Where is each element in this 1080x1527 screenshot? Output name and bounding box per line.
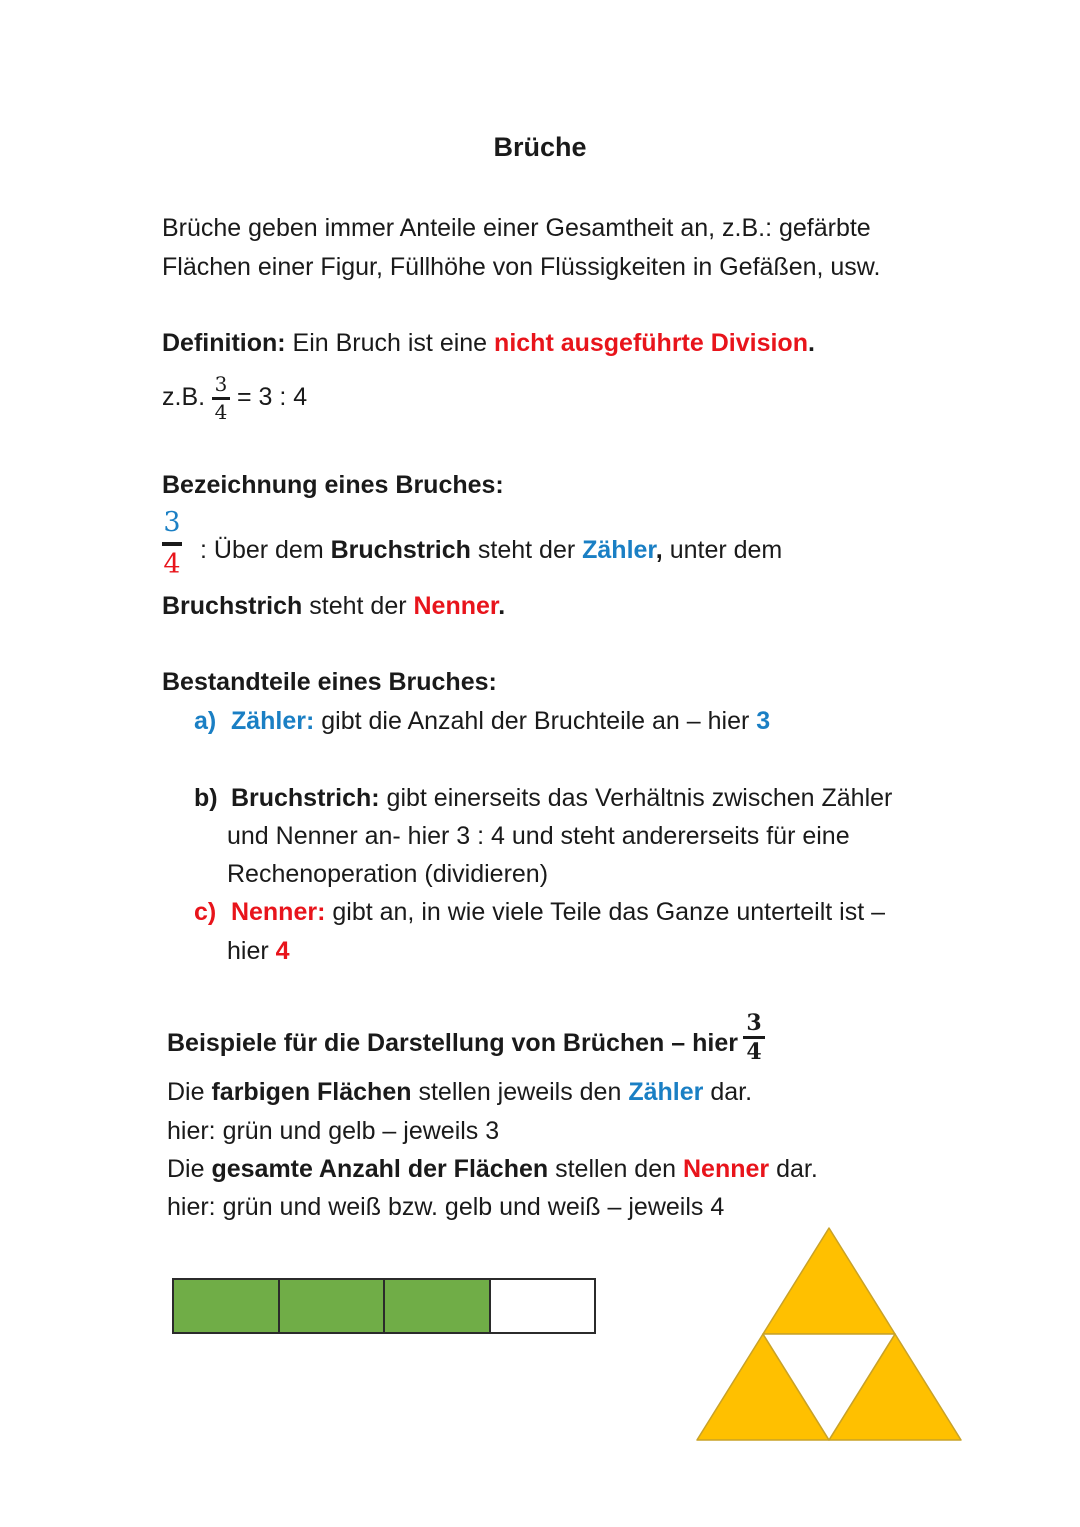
parts-label-bruchstrich: Bruchstrich: [230, 784, 380, 812]
parts-heading: Bestandteile eines Bruches: [162, 668, 497, 696]
naming-fraction [160, 506, 184, 582]
fraction-bar-cell [491, 1280, 595, 1332]
naming-period: . [498, 592, 506, 620]
list-marker: b) [194, 784, 218, 812]
parts-value: 4 [275, 937, 290, 965]
naming-line-2 [162, 587, 505, 625]
parts-text: gibt die Anzahl der Bruchteile an – hier [321, 707, 750, 735]
example-denominator: 4 [214, 399, 228, 424]
intro-line-1: Brüche geben immer Anteile einer Gesamtheit an, z.B.: gefärbte [162, 214, 871, 242]
example-numerator: 3 [212, 372, 230, 400]
naming-text: steht der [477, 536, 576, 564]
naming-term-nenner: Nenner [413, 592, 499, 620]
definition-label: Definition: [162, 329, 286, 357]
examples-text: dar. [776, 1155, 818, 1183]
fraction-bar-figure [172, 1278, 596, 1334]
definition-highlight: nicht ausgeführte Division [494, 329, 808, 357]
parts-text: gibt an, in wie viele Teile das Ganze unterteilt ist – [332, 898, 885, 926]
definition-text: Ein Bruch ist eine [292, 329, 488, 357]
parts-item-c [194, 893, 885, 931]
fraction-bar-cell [280, 1280, 386, 1332]
naming-text: steht der [309, 592, 407, 620]
examples-term: farbigen Flächen [211, 1078, 412, 1106]
naming-term-bruchstrich: Bruchstrich [162, 592, 303, 620]
example-suffix: = 3 : 4 [236, 383, 308, 411]
naming-line-1 [200, 531, 782, 569]
examples-numerator: 3 [746, 1010, 762, 1036]
examples-line-4: hier: grün und weiß bzw. gelb und weiß – jeweils 4 [167, 1193, 725, 1221]
triangle-part-top [763, 1228, 895, 1334]
examples-text: stellen jeweils den [418, 1078, 622, 1106]
naming-term-zaehler: Zähler [582, 536, 656, 564]
parts-label-zaehler: Zähler: [230, 707, 315, 735]
examples-heading: Beispiele für die Darstellung von Brüchen – hier [167, 1029, 738, 1057]
parts-label-nenner: Nenner: [230, 898, 326, 926]
parts-item-b-line-2: und Nenner an- hier 3 : 4 und steht andererseits für eine [227, 822, 850, 850]
examples-text: stellen den [555, 1155, 677, 1183]
examples-line-1 [167, 1073, 752, 1111]
examples-text: Die [167, 1155, 205, 1183]
examples-line-3 [167, 1150, 818, 1188]
naming-term-bruchstrich: Bruchstrich [330, 536, 471, 564]
examples-fraction [743, 1010, 765, 1065]
naming-numerator: 3 [163, 507, 181, 538]
fraction-triangle-figure [690, 1222, 970, 1447]
naming-heading: Bezeichnung eines Bruches: [162, 471, 504, 499]
naming-denominator: 4 [163, 549, 181, 580]
fraction-bar-cell [385, 1280, 491, 1332]
examples-text: Die [167, 1078, 205, 1106]
examples-term-zaehler: Zähler [628, 1078, 704, 1106]
definition-example [162, 364, 307, 430]
naming-text: unter dem [669, 536, 783, 564]
definition-line [162, 324, 815, 362]
examples-term: gesamte Anzahl der Flächen [211, 1155, 549, 1183]
examples-term-nenner: Nenner [682, 1155, 770, 1183]
fraction-bar-cell [174, 1280, 280, 1332]
definition-end: . [807, 329, 815, 357]
naming-fraction-bar [162, 542, 182, 546]
example-fraction [212, 372, 230, 425]
examples-denominator: 4 [746, 1039, 762, 1065]
list-marker: c) [194, 898, 217, 926]
parts-item-b-line-3: Rechenoperation (dividieren) [227, 860, 549, 888]
intro-line-2: Flächen einer Figur, Füllhöhe von Flüssigkeiten in Gefäßen, usw. [162, 253, 881, 281]
parts-item-a [194, 702, 770, 740]
example-prefix: z.B. [162, 383, 206, 411]
parts-value: 3 [756, 707, 771, 735]
parts-text: gibt einerseits das Verhältnis zwischen Zähler [386, 784, 893, 812]
parts-text: hier [227, 937, 269, 965]
naming-comma: , [655, 536, 663, 564]
parts-item-b [194, 779, 892, 817]
page-title: Brüche [493, 132, 587, 162]
list-marker: a) [194, 707, 217, 735]
naming-text: : Über dem [200, 536, 324, 564]
parts-item-c-line-2 [227, 932, 290, 970]
examples-line-2: hier: grün und gelb – jeweils 3 [167, 1117, 500, 1145]
examples-text: dar. [710, 1078, 753, 1106]
